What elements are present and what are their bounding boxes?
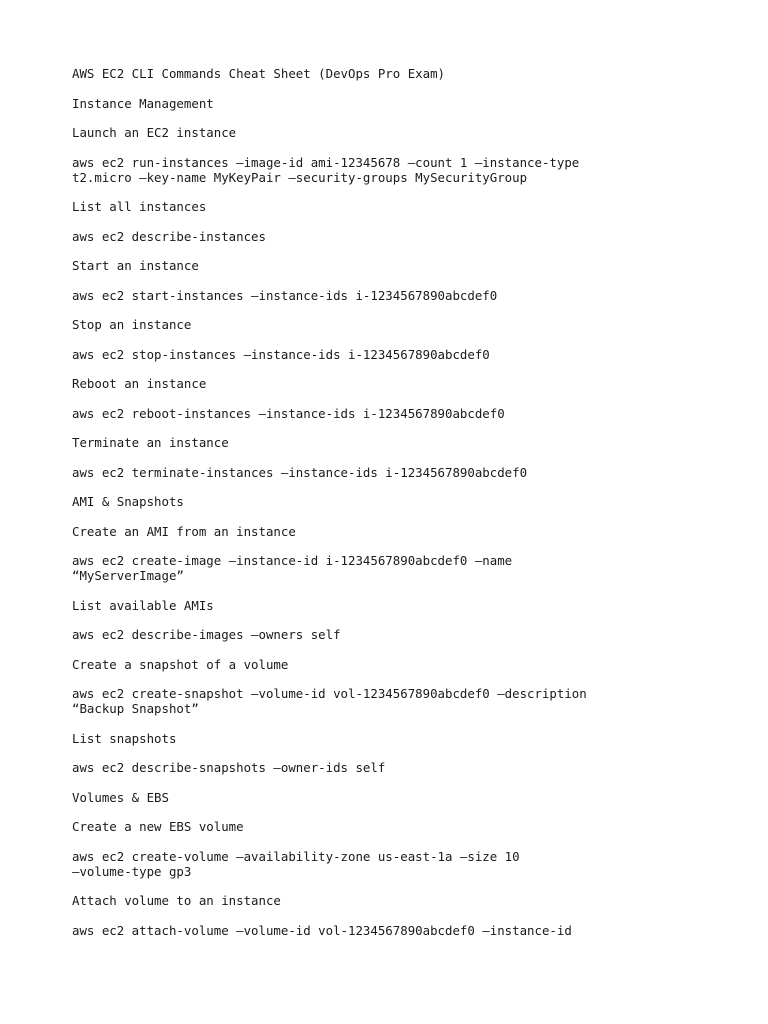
text-line: Attach volume to an instance: [72, 893, 281, 908]
text-line: aws ec2 describe-instances: [72, 228, 266, 244]
command-label: [72, 376, 712, 391]
text-line: aws ec2 stop-instances –instance-ids i-1234567890abcdef0: [72, 346, 490, 362]
document-body: [72, 96, 712, 938]
command-label: [72, 524, 712, 539]
document-title: [72, 66, 712, 81]
command-block: [72, 155, 712, 185]
text-line: aws ec2 terminate-instances –instance-ids i-1234567890abcdef0: [72, 464, 528, 480]
command-label: [72, 598, 712, 613]
command-block: [72, 849, 712, 879]
text-line: “Backup Snapshot”: [72, 701, 199, 716]
command-block: [72, 465, 712, 480]
document-title-text: AWS EC2 CLI Commands Cheat Sheet (DevOps Pro Exam): [72, 66, 445, 81]
text-line: Instance Management: [72, 95, 214, 111]
text-line: aws ec2 start-instances –instance-ids i-1234567890abcdef0: [72, 287, 498, 303]
section-heading: [72, 494, 712, 509]
command-block: [72, 760, 712, 775]
text-line: Launch an EC2 instance: [72, 125, 237, 140]
text-line: aws ec2 describe-images –owners self: [72, 627, 341, 642]
command-block: [72, 923, 712, 938]
command-label: [72, 258, 712, 273]
command-block: [72, 347, 712, 362]
text-line: aws ec2 create-image –instance-id i-1234567890abcdef0 –name: [72, 553, 513, 568]
command-label: [72, 435, 712, 450]
command-label: [72, 125, 712, 140]
command-label: [72, 731, 712, 746]
text-line: Stop an instance: [72, 317, 192, 332]
text-line: AMI & Snapshots: [72, 494, 184, 509]
text-line: aws ec2 create-volume –availability-zone us-east-1a –size 10: [72, 848, 520, 864]
text-line: aws ec2 reboot-instances –instance-ids i-1234567890abcdef0: [72, 405, 505, 421]
text-line: Create an AMI from an instance: [72, 523, 296, 539]
text-line: aws ec2 create-snapshot –volume-id vol-1234567890abcdef0 –description: [72, 686, 587, 701]
text-line: List available AMIs: [72, 597, 214, 613]
document-page: [72, 66, 712, 952]
text-line: Start an instance: [72, 258, 199, 273]
command-block: [72, 288, 712, 303]
text-line: List all instances: [72, 199, 207, 214]
text-line: Terminate an instance: [72, 435, 229, 450]
section-heading: [72, 790, 712, 805]
text-line: aws ec2 attach-volume –volume-id vol-1234567890abcdef0 –instance-id: [72, 922, 572, 938]
command-label: [72, 819, 712, 834]
command-label: [72, 657, 712, 672]
command-block: [72, 553, 712, 583]
text-line: Reboot an instance: [72, 376, 207, 391]
command-block: [72, 627, 712, 642]
text-line: List snapshots: [72, 730, 177, 746]
text-line: “MyServerImage”: [72, 568, 184, 583]
text-line: t2.micro –key-name MyKeyPair –security-groups MySecurityGroup: [72, 169, 528, 185]
section-heading: [72, 96, 712, 111]
command-block: [72, 406, 712, 421]
text-line: –volume-type gp3: [72, 863, 192, 879]
text-line: aws ec2 describe-snapshots –owner-ids self: [72, 760, 386, 775]
command-label: [72, 893, 712, 908]
command-block: [72, 229, 712, 244]
text-line: Volumes & EBS: [72, 789, 169, 805]
command-label: [72, 199, 712, 214]
text-line: aws ec2 run-instances –image-id ami-12345678 –count 1 –instance-type: [72, 154, 580, 170]
text-line: Create a snapshot of a volume: [72, 656, 289, 672]
command-block: [72, 686, 712, 716]
command-label: [72, 317, 712, 332]
text-line: Create a new EBS volume: [72, 819, 244, 834]
